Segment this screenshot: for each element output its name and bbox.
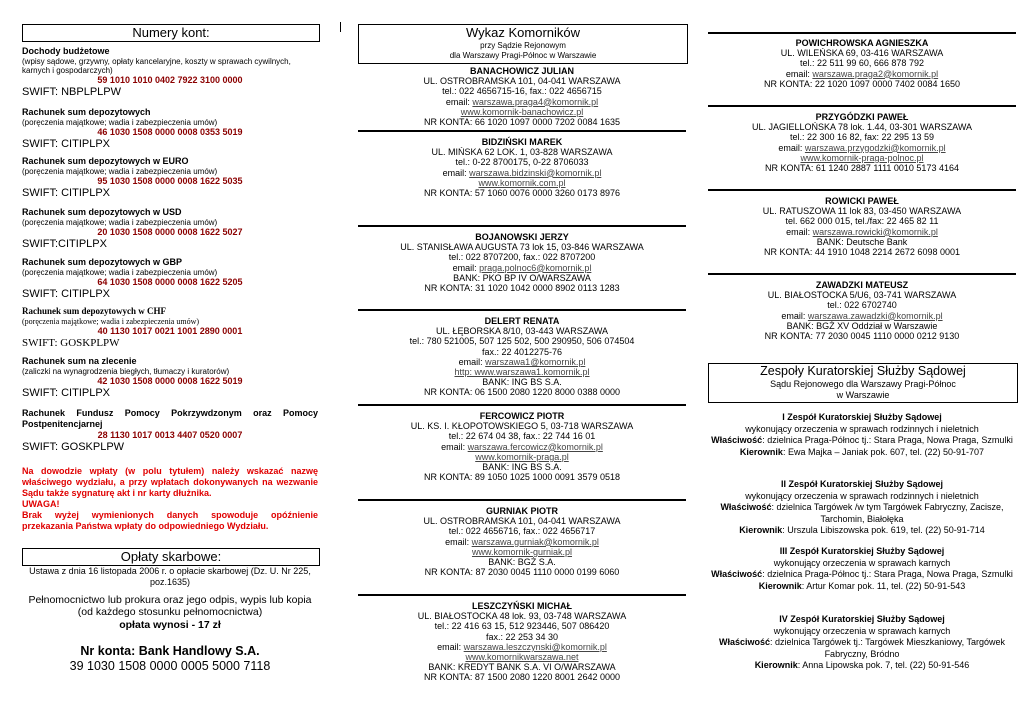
account-group: [22, 207, 318, 251]
swift-code: SWIFT: CITIPLPX: [22, 187, 111, 199]
section-divider: [358, 130, 686, 132]
bailiff-bank: BANK: ING BS S.A.: [482, 377, 562, 388]
head-value: : Artur Komar pok. 11, tel. (22) 50-91-543: [801, 580, 966, 591]
jurisdiction-label: Właściwość: [711, 569, 763, 579]
bailiff-account: NR KONTA: 66 1020 1097 0000 7202 0084 1635: [424, 117, 620, 128]
head-label: Kierownik: [739, 446, 783, 457]
uwaga-label: UWAGA!: [22, 499, 60, 509]
team-head: [708, 525, 1016, 537]
bailiff-name: BIDZIŃSKI MAREK: [481, 137, 563, 147]
account-name: Rachunek sum depozytowych w CHF: [22, 306, 167, 316]
team-name: IV Zespół Kuratorskiej Służby Sądowej: [779, 614, 945, 624]
bailiff-account: NR KONTA: 31 1020 1042 0000 8902 0113 1283: [424, 283, 620, 294]
head-label: Kierownik: [754, 660, 798, 670]
bailiff-detail: UL. JAGIELLOŃSKA 78 lok. 1.44, 03-301 WARSZAWA: [751, 122, 973, 133]
team-jurisdiction: [708, 569, 1016, 581]
team-description: wykonujący orzeczenia w sprawach karnych: [773, 557, 951, 568]
account-description: (poręczenia majątkowe; wadia i zabezpieczenia umów): [22, 118, 218, 127]
bailiff-entry: [358, 137, 686, 198]
probation-sub1: Sądu Rejonowego dla Warszawy Pragi-Północ: [770, 379, 956, 389]
bailiff-email-row: email: warszawa.gurniak@komornik.pl: [445, 536, 599, 547]
bailiff-detail: UL. ŁĘBORSKA 8/10, 03-443 WARSZAWA: [435, 326, 609, 337]
account-name: Rachunek sum depozytowych w EURO: [22, 156, 189, 166]
account-group: [22, 46, 318, 99]
bailiff-email-row: email: warszawa.praga4@komornik.pl: [445, 96, 599, 107]
account-number: 46 1030 1508 0000 0008 0353 5019: [97, 127, 243, 137]
bailiffs-title-box: [358, 24, 688, 64]
bailiff-entry: [358, 232, 686, 293]
bailiff-email-link[interactable]: warszawa.leszczynski@komornik.pl: [463, 641, 607, 652]
account-number: 59 1010 1010 0402 7922 3100 0000: [97, 75, 243, 85]
bailiff-email-link[interactable]: warszawa1@komornik.pl: [485, 356, 586, 367]
bailiff-account: NR KONTA: 89 1050 1025 1000 0091 3579 0518: [424, 472, 620, 483]
bailiff-account: NR KONTA: 61 1240 2887 1111 0010 5173 4164: [765, 163, 959, 174]
account-description: (poręczenia majątkowe; wadia i zabezpieczenia umów): [22, 268, 218, 277]
team-jurisdiction: [708, 502, 1016, 525]
fees-law: Ustawa z dnia 16 listopada 2006 r. o opłacie skarbowej (Dz. U. Nr 225, poz.1635): [29, 566, 311, 587]
bailiff-entry: [358, 601, 686, 683]
bailiff-entry: [708, 196, 1016, 257]
account-name: Rachunek sum na zlecenie: [22, 356, 137, 366]
account-group: [22, 156, 318, 200]
bailiffs-sub2: dla Warszawy Pragi-Północ w Warszawie: [449, 51, 597, 60]
fees-account-number: 39 1030 1508 0000 0005 5000 7118: [69, 659, 271, 673]
bailiff-detail: tel.: 22 674 04 38, fax.: 22 744 16 01: [448, 431, 596, 442]
bailiff-name: POWICHROWSKA AGNIESZKA: [795, 38, 929, 48]
jurisdiction-label: Właściwość: [711, 435, 763, 445]
bailiff-bank: BANK: ING BS S.A.: [482, 462, 562, 473]
fees-amount: opłata wynosi - 17 zł: [119, 619, 221, 631]
bailiff-detail: tel.: 780 521005, 507 125 502, 500 290950, 506 074504: [409, 336, 635, 347]
bailiff-email-link[interactable]: warszawa.gurniak@komornik.pl: [471, 536, 599, 547]
bailiff-detail: UL. BIAŁOSTOCKA 5/U6, 03-741 WARSZAWA: [767, 290, 957, 301]
team-jurisdiction: [708, 435, 1016, 447]
bailiff-detail: UL. OSTROBRAMSKA 101, 04-041 WARSZAWA: [423, 516, 621, 527]
bailiff-entry: [708, 280, 1016, 341]
team-head: [708, 660, 1016, 672]
team-name: II Zespół Kuratorskiej Służby Sądowej: [780, 479, 944, 489]
swift-code: SWIFT: CITIPLPX: [22, 138, 111, 150]
bailiff-account: NR KONTA: 77 2030 0045 1110 0000 0212 9130: [764, 331, 960, 342]
section-divider: [358, 404, 686, 406]
section-divider: [358, 225, 686, 227]
account-number: 95 1030 1508 0000 0008 1622 5035: [97, 176, 243, 186]
bailiff-detail: tel.: 022 8707200, fax.: 022 8707200: [448, 252, 596, 263]
bailiff-email-row: email: warszawa.zawadzki@komornik.pl: [781, 310, 943, 321]
jurisdiction-label: Właściwość: [719, 637, 771, 647]
bailiff-email-link[interactable]: warszawa.zawadzki@komornik.pl: [807, 310, 943, 321]
bailiff-email-link[interactable]: warszawa.fercowicz@komornik.pl: [467, 441, 603, 452]
bailiff-account: NR KONTA: 44 1910 1048 2214 2672 6098 0001: [764, 247, 960, 258]
bailiff-detail: fax.: 22 253 34 30: [485, 631, 559, 642]
account-description: (poręczenia majątkowe; wadia i zabezpieczenia umów): [22, 167, 218, 176]
bailiff-account: NR KONTA: 22 1020 1097 0000 7402 0084 1650: [764, 78, 960, 89]
team-head: [708, 447, 1016, 459]
team-description: wykonujący orzeczenia w sprawach karnych: [773, 625, 951, 636]
section-divider: [708, 105, 1016, 107]
bailiff-website-link[interactable]: www.komornik-gurniak.pl: [471, 546, 573, 557]
bailiff-website-link[interactable]: www.komornik-banachowicz.pl: [460, 106, 584, 117]
bailiff-bank: BANK: KREDYT BANK S.A. VI O/WARSZAWA: [428, 662, 616, 673]
section-divider: [708, 32, 1016, 34]
bailiff-name: ZAWADZKI MATEUSZ: [815, 280, 909, 290]
accounts-title: Numery kont:: [22, 24, 320, 42]
probation-team: [708, 479, 1016, 537]
account-description: (poręczenia majątkowe; wadia i zabezpieczenia umów): [22, 317, 200, 326]
account-group: [22, 356, 318, 400]
team-head: [708, 581, 1016, 593]
account-group: [22, 306, 318, 350]
account-name: Rachunek Fundusz Pomocy Pokrzywdzonym oraz Pomocy Postpenitencjarnej: [22, 408, 318, 429]
bailiff-detail: UL. MIŃSKA 62 LOK. 1, 03-828 WARSZAWA: [431, 147, 613, 158]
bailiff-detail: UL. WILEŃSKA 69, 03-416 WARSZAWA: [780, 48, 944, 59]
account-group: [22, 408, 318, 454]
bailiff-email-link[interactable]: warszawa.przygodzki@komornik.pl: [804, 142, 946, 153]
bailiff-name: ROWICKI PAWEŁ: [825, 196, 899, 206]
bailiff-email-link[interactable]: warszawa.rowicki@komornik.pl: [812, 226, 938, 237]
account-group: [22, 107, 318, 151]
team-name: III Zespół Kuratorskiej Służby Sądowej: [779, 546, 945, 556]
team-jurisdiction: [708, 637, 1016, 660]
bailiff-account: NR KONTA: 06 1500 2080 1220 8000 0388 0000: [424, 387, 620, 398]
bailiff-email-row: email: warszawa.leszczynski@komornik.pl: [437, 641, 607, 652]
jurisdiction-label: Właściwość: [720, 502, 772, 512]
bailiff-email-row: email: warszawa.rowicki@komornik.pl: [786, 226, 938, 237]
bailiff-detail: fax.: 22 4012275-76: [481, 346, 563, 357]
bailiff-entry: [358, 506, 686, 577]
bailiff-email-row: email: warszawa.bidzinski@komornik.pl: [442, 167, 602, 178]
bailiff-entry: [358, 66, 686, 127]
head-value: : Anna Lipowska pok. 7, tel. (22) 50-91-546: [797, 660, 970, 670]
bailiff-name: DELERT RENATA: [484, 316, 560, 326]
bailiff-account: NR KONTA: 57 1060 0076 0000 3260 0173 8976: [424, 188, 620, 199]
bailiff-detail: tel.: 022 4656716, fax.: 022 4656717: [448, 526, 596, 537]
account-name: Rachunek sum depozytowych w GBP: [22, 257, 183, 267]
bailiff-website-link[interactable]: www.komornik-praga-polnoc.pl: [800, 152, 924, 163]
fees-text: Pełnomocnictwo lub prokura oraz jego odpis, wypis lub kopia (od każdego stosunku pełnomocnictwa): [28, 594, 312, 618]
bailiff-bank: BANK: BGŻ XV Oddział w Warszawie: [786, 320, 938, 331]
bailiff-name: FERCOWICZ PIOTR: [479, 411, 565, 421]
probation-sub2: w Warszawie: [836, 390, 890, 400]
probation-title: Zespoły Kuratorskiej Służby Sądowej: [760, 364, 966, 378]
bailiff-name: BANACHOWICZ JULIAN: [470, 66, 574, 76]
section-divider: [708, 273, 1016, 275]
bailiff-detail: UL. KS. I. KŁOPOTOWSKIEGO 5, 03-718 WARSZAWA: [410, 421, 634, 432]
account-group: [22, 257, 318, 301]
bailiff-entry: [708, 38, 1016, 89]
bailiff-email-link[interactable]: praga.polnoc6@komornik.pl: [479, 262, 592, 273]
notice-text: Na dowodzie wpłaty (w polu tytułem) należy wskazać nazwę właściwego wydziału, a przy wpłatach dokonywanych na wezwanie Sądu także sygnaturę akt i nr karty dłużnika.: [22, 466, 318, 498]
account-number: 28 1130 1017 0013 4407 0520 0007: [97, 430, 243, 440]
account-name: Rachunek sum depozytowych w USD: [22, 207, 182, 217]
account-number: 20 1030 1508 0000 0008 1622 5027: [97, 227, 243, 237]
team-description: wykonujący orzeczenia w sprawach rodzinnych i nieletnich: [745, 490, 979, 501]
probation-team: [708, 614, 1016, 672]
section-divider: [358, 594, 686, 596]
team-description: wykonujący orzeczenia w sprawach rodzinnych i nieletnich: [745, 423, 979, 434]
bailiff-email-link[interactable]: warszawa.praga4@komornik.pl: [472, 96, 599, 107]
bailiff-email-row: email: warszawa1@komornik.pl: [458, 356, 586, 367]
bailiffs-sub1: przy Sądzie Rejonowym: [480, 41, 566, 50]
bailiff-account: NR KONTA: 87 2030 0045 1110 0000 0199 6060: [424, 567, 620, 578]
account-number: 42 1030 1508 0000 0008 1622 5019: [97, 376, 243, 386]
bailiff-name: LESZCZYŃSKI MICHAŁ: [472, 601, 572, 611]
swift-code: SWIFT: GOSKPLPW: [22, 337, 120, 349]
swift-code: SWIFT: GOSKPLPW: [22, 441, 125, 453]
bailiff-entry: [708, 112, 1016, 173]
probation-team: [708, 546, 1016, 592]
account-name: Rachunek sum depozytowych: [22, 107, 151, 117]
bailiff-detail: tel.: 22 300 16 82, fax: 22 295 13 59: [789, 132, 935, 143]
account-name: Dochody budżetowe: [22, 46, 110, 56]
account-description: (zaliczki na wynagrodzenia biegłych, tłumaczy i kuratorów): [22, 367, 230, 376]
bailiff-detail: UL. BIAŁOSTOCKA 48 lok. 93, 03-748 WARSZAWA: [417, 611, 627, 622]
bailiff-detail: tel.: 0-22 8700175, 0-22 8706033: [455, 157, 589, 168]
bailiff-email-row: email: warszawa.praga2@komornik.pl: [785, 68, 939, 79]
head-label: Kierownik: [739, 525, 783, 535]
swift-code: SWIFT: NBPLPLPW: [22, 86, 122, 98]
bailiff-detail: tel.: 022 4656715-16, fax.: 022 4656715: [442, 86, 602, 97]
swift-code: SWIFT: CITIPLPX: [22, 288, 111, 300]
bailiff-bank: BANK: BGŻ S.A.: [488, 557, 556, 568]
account-description: (poręczenia majątkowe; wadia i zabezpieczenia umów): [22, 218, 218, 227]
bailiff-detail: UL. STANISŁAWA AUGUSTA 73 lok 15, 03-846 WARSZAWA: [400, 242, 644, 253]
head-value: : Ewa Majka – Janiak pok. 607, tel. (22) 50-91-707: [782, 446, 985, 457]
bailiff-email-row: email: warszawa.fercowicz@komornik.pl: [441, 441, 603, 452]
bailiff-detail: UL. RATUSZOWA 11 lok 83, 03-450 WARSZAWA: [762, 206, 962, 217]
bailiff-detail: tel.: 22 416 63 15, 512 923446, 507 086420: [434, 621, 610, 632]
team-name: I Zespół Kuratorskiej Służby Sądowej: [782, 412, 942, 422]
bailiff-email-row: email: warszawa.przygodzki@komornik.pl: [778, 142, 946, 153]
section-divider: [708, 189, 1016, 191]
jurisdiction-value: : dzielnica Praga-Północ tj.: Stara Praga, Nowa Praga, Szmulki: [762, 435, 1013, 445]
bailiff-email-link[interactable]: warszawa.bidzinski@komornik.pl: [469, 167, 602, 178]
bailiff-email-link[interactable]: warszawa.praga2@komornik.pl: [812, 68, 939, 79]
bailiff-account: NR KONTA: 87 1500 2080 1220 8001 2642 0000: [424, 672, 620, 683]
bailiffs-title: Wykaz Komorników: [465, 25, 581, 40]
account-description: (wpisy sądowe, grzywny, opłaty kancelaryjne, koszty w sprawach cywilnych, karnych i gospodarczych): [22, 57, 291, 75]
bailiff-website-link[interactable]: www.komornikwarszawa.net: [465, 652, 579, 663]
swift-code: SWIFT: CITIPLPX: [22, 387, 111, 399]
bailiff-bank: BANK: PKO BP IV O/WARSZAWA: [453, 272, 591, 283]
bailiff-name: PRZYGÓDZKI PAWEŁ: [815, 112, 909, 122]
bailiff-bank: BANK: Deutsche Bank: [816, 236, 908, 247]
bailiff-detail: tel.: 22 511 99 60, 666 878 792: [800, 58, 924, 69]
jurisdiction-value: : dzielnica Targówek /w tym Targówek Fabryczny, Zacisze, Tarchomin, Białołęka: [771, 502, 1004, 524]
bailiff-name: BOJANOWSKI JERZY: [475, 232, 569, 242]
bailiff-entry: [358, 316, 686, 398]
head-value: : Urszula Libiszowska pok. 619, tel. (22) 50-91-714: [782, 525, 985, 535]
payment-notice: [22, 466, 318, 532]
bailiff-detail: tel. 662 000 015, tel./fax: 22 465 82 11: [785, 216, 939, 227]
bailiff-detail: tel.: 022 6702740: [827, 300, 897, 311]
jurisdiction-value: : dzielnica Praga-Północ tj.: Stara Praga, Nowa Praga, Szmulki: [762, 569, 1013, 579]
bailiff-email-row: email: praga.polnoc6@komornik.pl: [452, 262, 592, 273]
section-divider: [358, 499, 686, 501]
bailiff-entry: [358, 411, 686, 482]
fees-title: Opłaty skarbowe:: [22, 548, 320, 566]
warning-text: Brak wyżej wymienionych danych spowoduje opóźnienie przekazania Państwa wpłaty do odpowiedniego Wydziału.: [22, 510, 318, 531]
account-number: 64 1030 1508 0000 0008 1622 5205: [97, 277, 243, 287]
bailiff-detail: UL. OSTROBRAMSKA 101, 04-041 WARSZAWA: [423, 76, 621, 87]
jurisdiction-value: : dzielnica Targówek tj.: Targówek Mieszkaniowy, Targówek Fabryczny, Bródno: [770, 637, 1005, 659]
bailiff-website-link[interactable]: http: www.warszawa1.komornik.pl: [454, 367, 590, 378]
account-number: 40 1130 1017 0021 1001 2890 0001: [97, 326, 243, 336]
fold-mark: [340, 22, 341, 32]
bailiff-website-link[interactable]: www.komornik-praga.pl: [475, 451, 569, 462]
bailiff-website-link[interactable]: www.komornik.com.pl: [478, 177, 566, 188]
section-divider: [358, 309, 686, 311]
probation-title-box: [708, 363, 1018, 403]
fees-account-label: Nr konta: Bank Handlowy S.A.: [80, 644, 260, 658]
swift-code: SWIFT:CITIPLPX: [22, 238, 107, 250]
bailiff-name: GURNIAK PIOTR: [486, 506, 558, 516]
head-label: Kierownik: [758, 580, 802, 591]
probation-team: [708, 412, 1016, 458]
